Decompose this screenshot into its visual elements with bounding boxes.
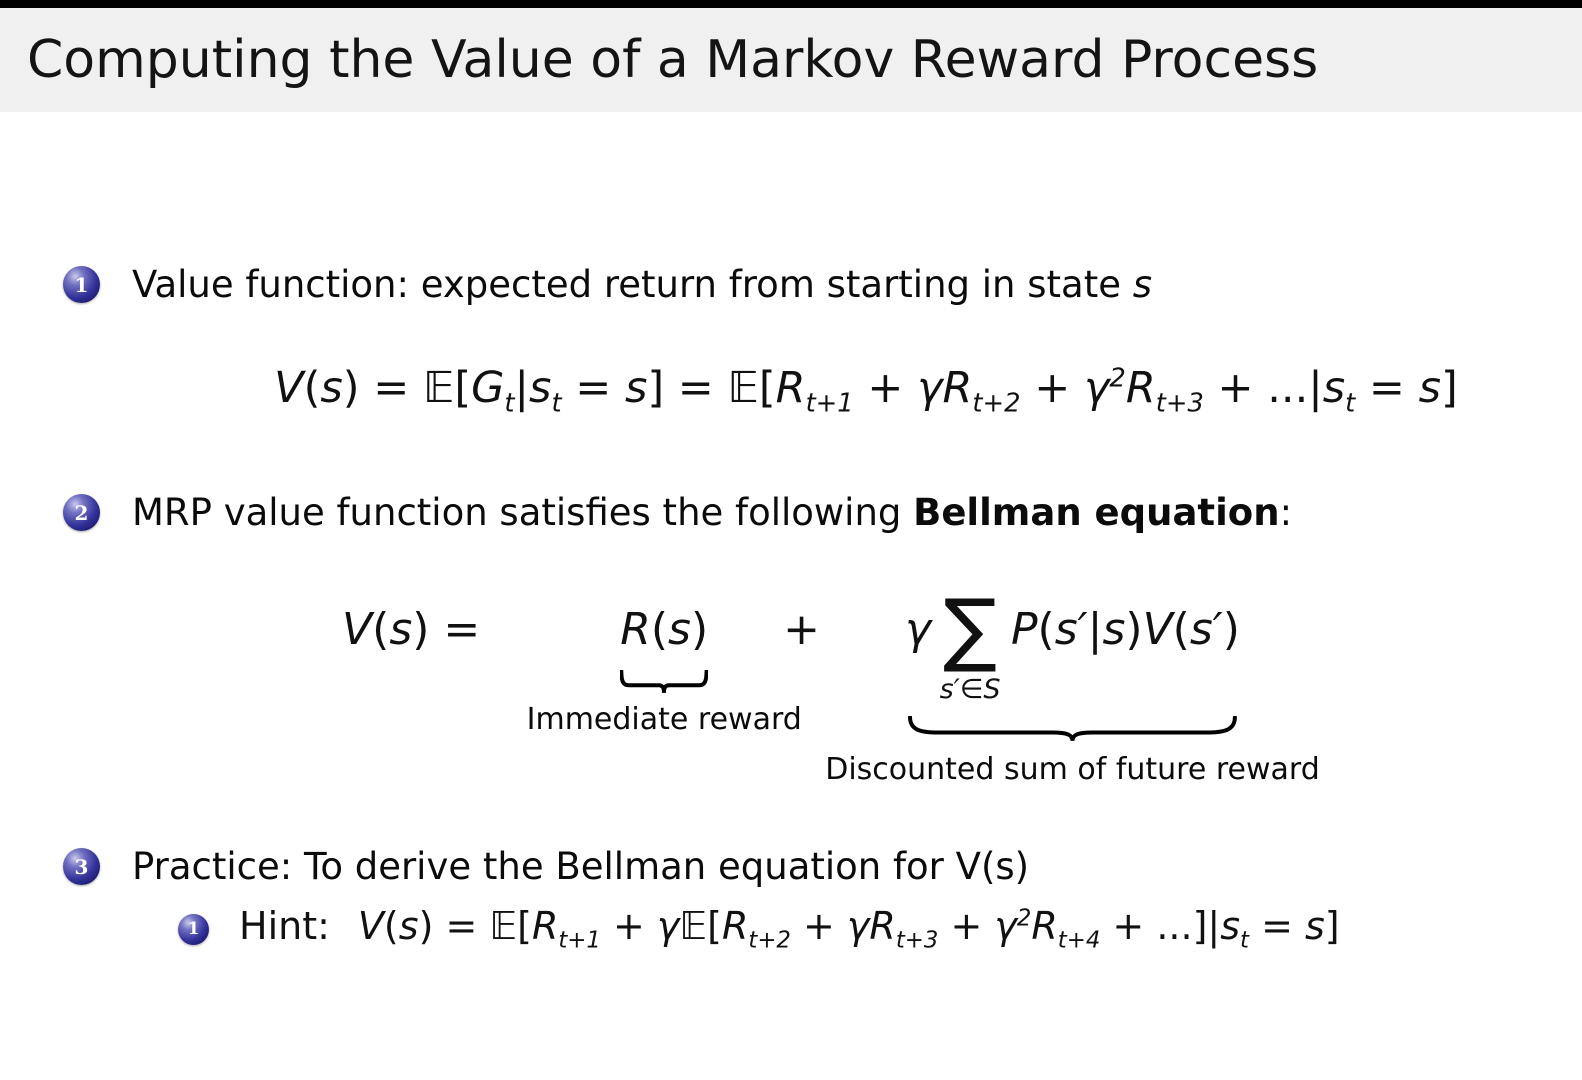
sum-subscript: s′∈S: [939, 674, 1001, 705]
gamma-symbol: γ: [905, 603, 932, 655]
summation: [939, 582, 1001, 705]
bullet-1-label: Value function: expected return from starting in state: [132, 263, 1121, 306]
sum-icon: ∑: [943, 582, 997, 675]
bullet-1-text: [132, 262, 1152, 308]
bullet-bellman-equation: [0, 490, 1582, 536]
underbrace-icon: [905, 716, 1240, 742]
value-function-formula: $V(s) = 𝔼[G_t|s_t = s]$ = $𝔼[R_{t+1} + \gamma R_{t+2} + \gamma^2R_{t+3} + ...|s_t = s]$: [274, 363, 1458, 419]
slide-content: [0, 262, 1582, 954]
slide-title: Computing the Value of a Markov Reward Process: [27, 30, 1319, 90]
slide-title-bar: [0, 8, 1582, 112]
bullet-2-pre: MRP value function satisfies the following: [132, 491, 914, 534]
enumerate-ball-3: 3: [63, 848, 100, 885]
bullet-2-text: [132, 490, 1292, 536]
sub-enumerate-ball-1: 1: [178, 914, 209, 945]
discounted-future-term: [825, 582, 1320, 787]
bullet-value-function: [0, 262, 1582, 308]
underbrace-icon: [620, 670, 708, 694]
immediate-reward-label: Immediate reward: [526, 701, 802, 737]
bullet-2-post: :: [1279, 491, 1293, 534]
reward-expr: R(s): [620, 603, 709, 655]
bellman-equation-bold: Bellman equation: [913, 491, 1280, 534]
bellman-equation-display: [0, 582, 1582, 787]
plus-operator: +: [783, 603, 821, 655]
discounted-reward-label: Discounted sum of future reward: [825, 752, 1320, 787]
hint-label: Hint:: [239, 904, 330, 948]
top-border-strip: [0, 0, 1582, 8]
immediate-reward-term: [526, 603, 802, 737]
hint-item: [178, 904, 1582, 954]
bullet-practice: [0, 844, 1582, 890]
transition-value-expr: P(s′|s)V(s′): [1010, 603, 1240, 655]
state-variable: s: [1132, 263, 1153, 306]
hint-formula: $V(s) = 𝔼[R_{t+1}$ + $\gamma 𝔼[R_{t+2} + \gamma R_{t+3} + \gamma^2R_{t+4} + ...]|s_t = s$]: [357, 904, 1340, 954]
enumerate-ball-2: 2: [63, 494, 100, 531]
bellman-lhs: V(s) =: [342, 603, 481, 655]
enumerate-ball-1: 1: [63, 266, 100, 303]
bullet-3-text: Practice: To derive the Bellman equation for V(s): [132, 845, 1030, 888]
